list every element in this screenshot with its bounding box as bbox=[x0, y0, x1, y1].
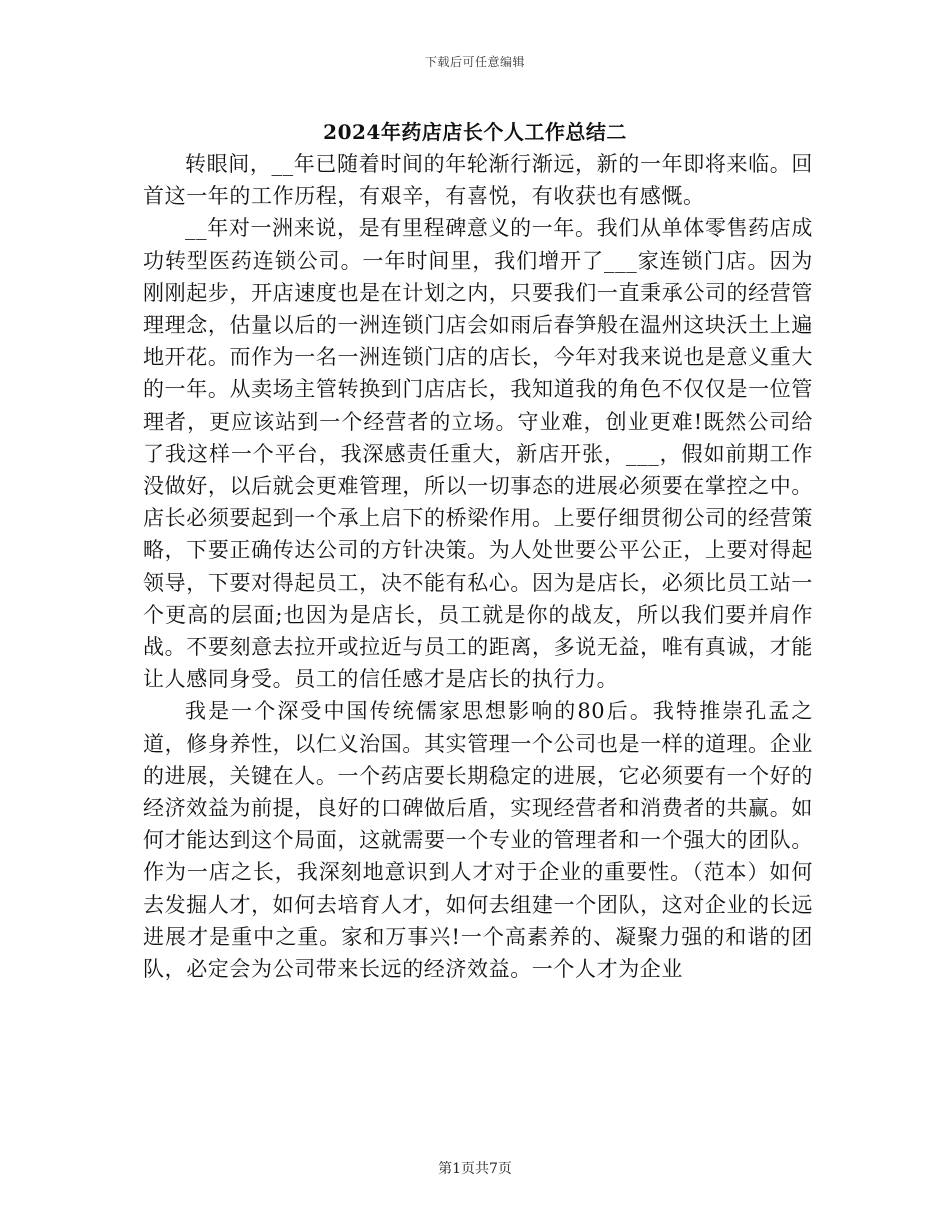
paragraph-3: 我是一个深受中国传统儒家思想影响的80后。我特推崇孔孟之道，修身养性，以仁义治国。其实管理一个公司也是一样的道理。企业的进展，关键在人。一个药店要长期稳定的进展，它必须要有一个好的经济效益为前提，良好的口碑做后盾，实现经营者和消费者的共赢。如何才能达到这个局面，这就需要一个专业的管理者和一个强大的团队。作为一店之长，我深刻地意识到人才对于企业的重要性。（范本）如何去发掘人才，如何去培育人才，如何去组建一个团队，这对企业的长远进展才是重中之重。家和万事兴!一个高素养的、凝聚力强的和谐的团队，必定会为公司带来长远的经济效益。一个人才为企业 bbox=[143, 699, 813, 982]
document-title: 2024年药店店长个人工作总结二 bbox=[323, 120, 627, 144]
paragraph-1: 转眼间，__年已随着时间的年轮渐行渐远，新的一年即将来临。回首这一年的工作历程，有艰辛，有喜悦，有收获也有感慨。 bbox=[143, 152, 813, 209]
document-body bbox=[143, 148, 813, 985]
header-note: 下载后可任意编辑 bbox=[424, 55, 525, 69]
page-number: 第1页共7页 bbox=[438, 1161, 512, 1177]
paragraph-2: __年对一洲来说，是有里程碑意义的一年。我们从单体零售药店成功转型医药连锁公司。一年时间里，我们增开了___家连锁门店。因为刚刚起步，开店速度也是在计划之内，只要我们一直秉承公司的经营管理理念，估量以后的一洲连锁门店会如雨后春笋般在温州这块沃土上遍地开花。而作为一名一洲连锁门店的店长，今年对我来说也是意义重大的一年。从卖场主管转换到门店店长，我知道我的角色不仅仅是一位管理者，更应该站到一个经营者的立场。守业难，创业更难!既然公司给了我这样一个平台，我深感责任重大，新店开张，___，假如前期工作没做好，以后就会更难管理，所以一切事态的进展必须要在掌控之中。店长必须要起到一个承上启下的桥梁作用。上要仔细贯彻公司的经营策略，下要正确传达公司的方针决策。为人处世要公平公正，上要对得起领导，下要对得起员工，决不能有私心。因为是店长，必须比员工站一个更高的层面;也因为是店长，员工就是你的战友，所以我们要并肩作战。不要刻意去拉开或拉近与员工的距离，多说无益，唯有真诚，才能让人感同身受。员工的信任感才是店长的执行力。 bbox=[143, 216, 813, 692]
